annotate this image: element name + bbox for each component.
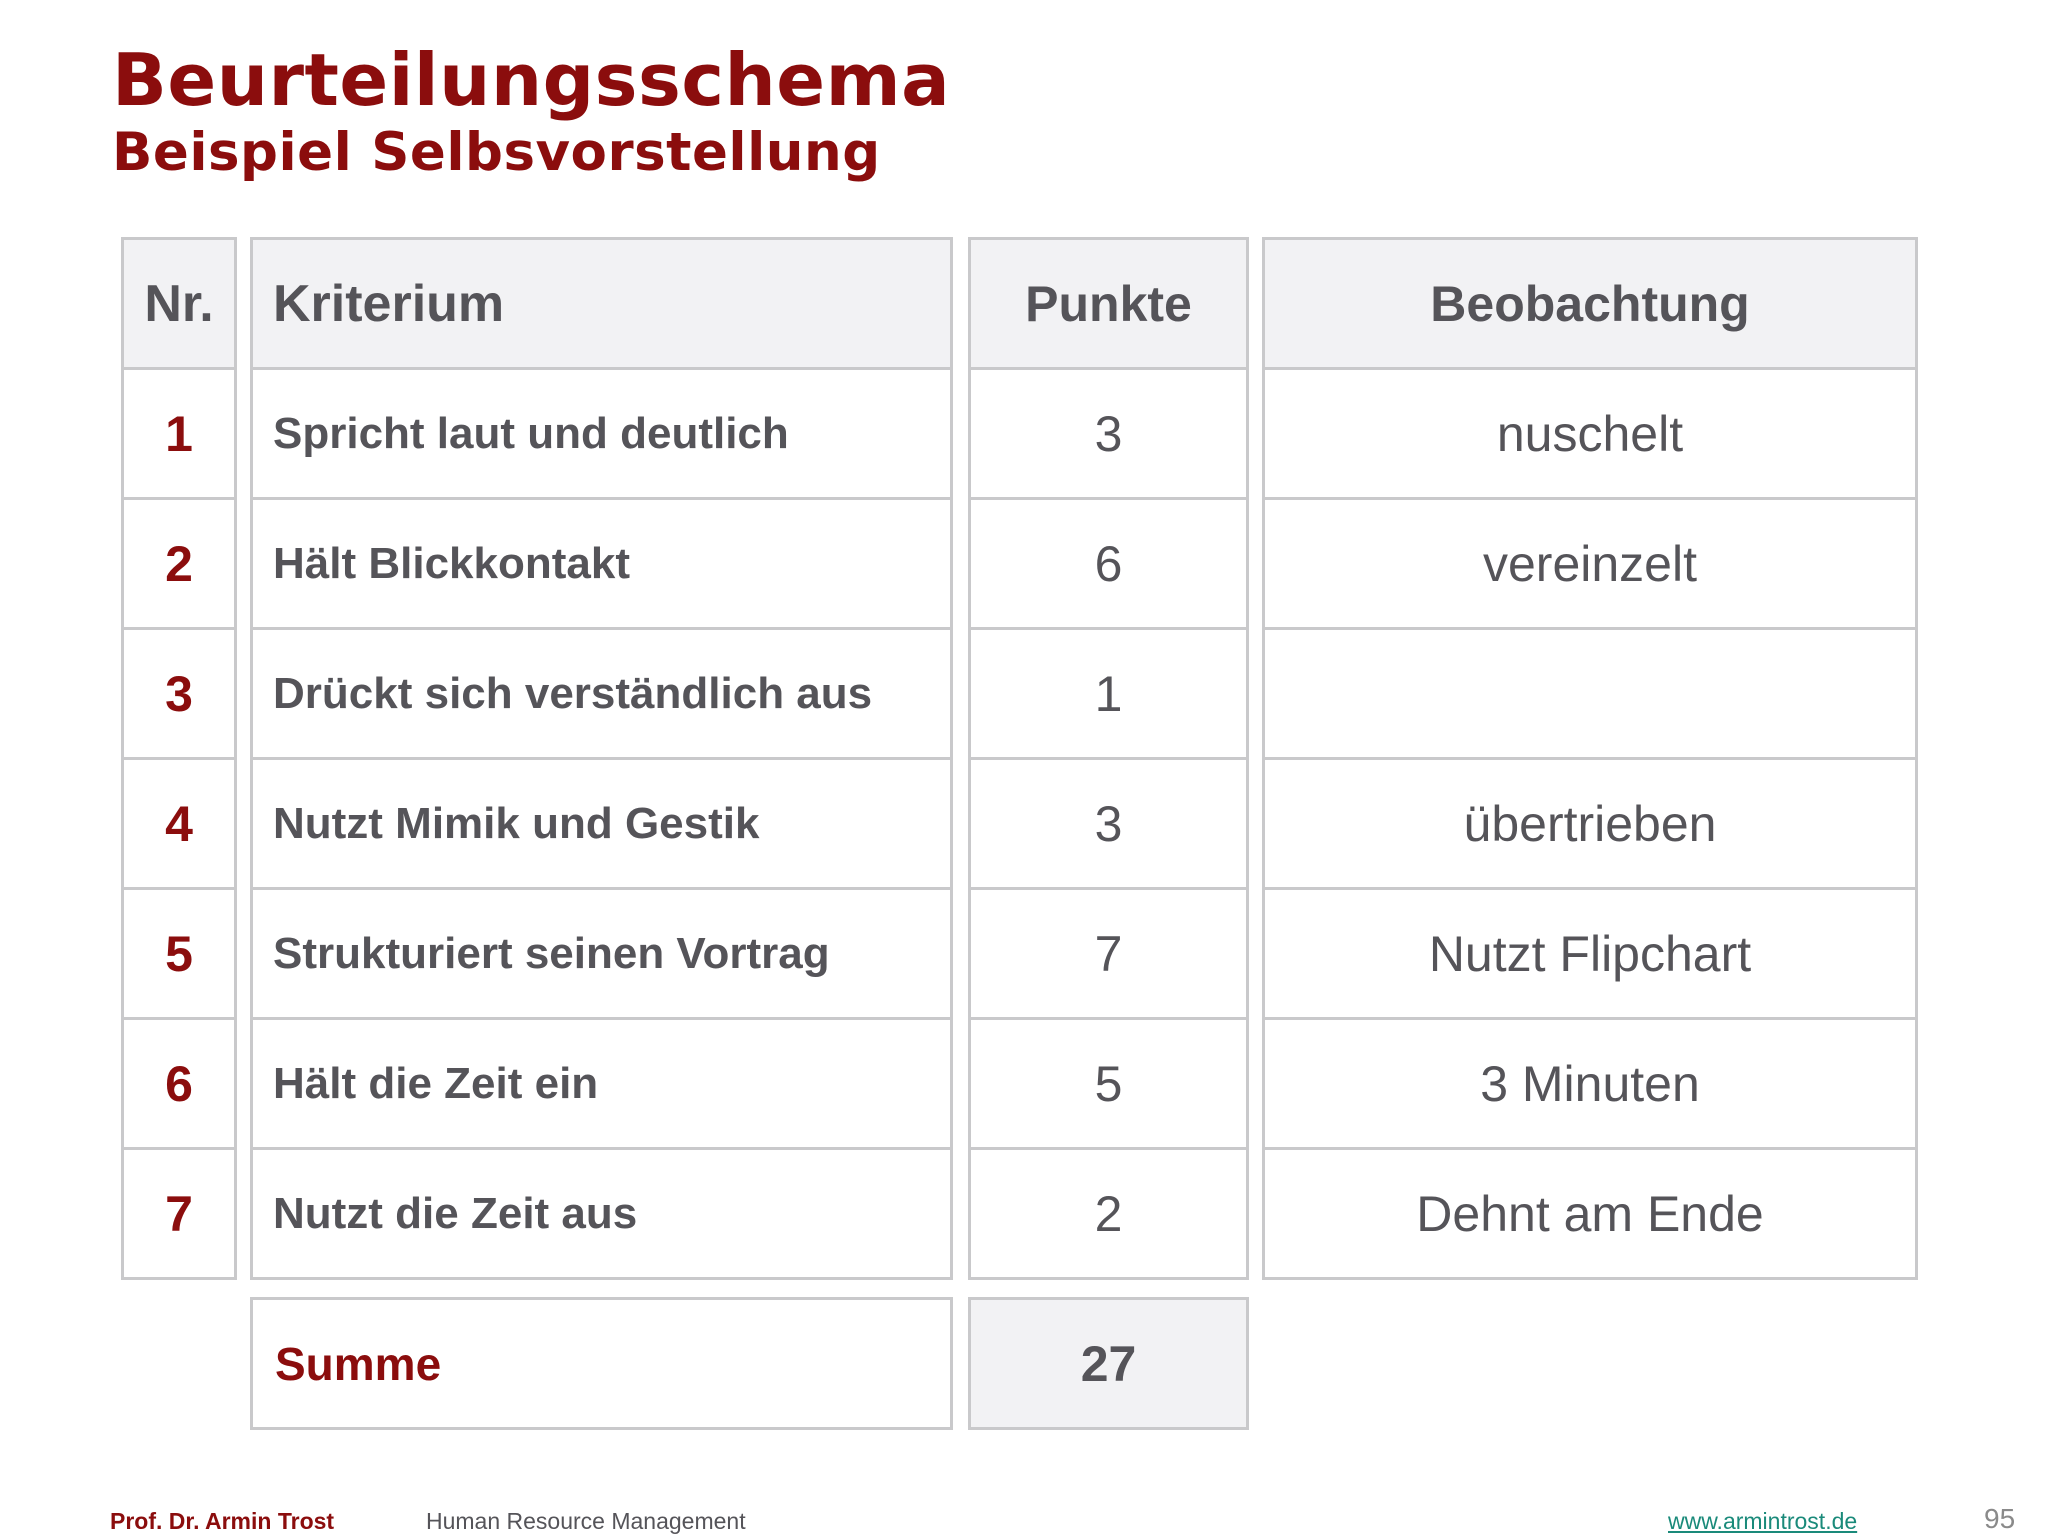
row-punkte: 7 xyxy=(971,890,1246,1017)
row-beobachtung: übertrieben xyxy=(1265,760,1915,887)
row-kriterium: Drückt sich verständlich aus xyxy=(253,630,950,757)
row-punkte: 2 xyxy=(971,1150,1246,1277)
sum-value: 27 xyxy=(968,1297,1249,1430)
row-nr: 7 xyxy=(124,1150,234,1277)
row-kriterium: Hält die Zeit ein xyxy=(253,1020,950,1147)
row-nr: 1 xyxy=(124,370,234,497)
footer-author: Prof. Dr. Armin Trost xyxy=(110,1508,335,1534)
row-nr: 5 xyxy=(124,890,234,1017)
row-kriterium: Nutzt die Zeit aus xyxy=(253,1150,950,1277)
header-kriterium: Kriterium xyxy=(253,240,950,367)
row-beobachtung: Dehnt am Ende xyxy=(1265,1150,1915,1277)
page-number: 95 xyxy=(1984,1503,2016,1534)
row-punkte: 5 xyxy=(971,1020,1246,1147)
header-punkte: Punkte xyxy=(971,240,1246,367)
footer-course: Human Resource Management xyxy=(426,1508,746,1534)
column-kriterium xyxy=(250,237,953,1280)
row-kriterium: Nutzt Mimik und Gestik xyxy=(253,760,950,887)
row-nr: 4 xyxy=(124,760,234,887)
row-beobachtung: nuschelt xyxy=(1265,370,1915,497)
page-title: Beurteilungsschema xyxy=(112,38,951,122)
header-nr: Nr. xyxy=(124,240,234,367)
row-nr: 2 xyxy=(124,500,234,627)
row-beobachtung: vereinzelt xyxy=(1265,500,1915,627)
column-nr xyxy=(121,237,237,1280)
row-punkte: 1 xyxy=(971,630,1246,757)
footer-website-link[interactable]: www.armintrost.de xyxy=(1668,1508,1858,1534)
row-nr: 6 xyxy=(124,1020,234,1147)
row-beobachtung xyxy=(1265,630,1915,757)
row-nr: 3 xyxy=(124,630,234,757)
row-punkte: 3 xyxy=(971,370,1246,497)
sum-label: Summe xyxy=(250,1297,953,1430)
row-punkte: 6 xyxy=(971,500,1246,627)
row-kriterium: Strukturiert seinen Vortrag xyxy=(253,890,950,1017)
row-beobachtung: 3 Minuten xyxy=(1265,1020,1915,1147)
column-punkte xyxy=(968,237,1249,1280)
header-beobachtung: Beobachtung xyxy=(1265,240,1915,367)
page-subtitle: Beispiel Selbsvorstellung xyxy=(112,122,881,183)
row-punkte: 3 xyxy=(971,760,1246,887)
column-beobachtung xyxy=(1262,237,1918,1280)
row-kriterium: Spricht laut und deutlich xyxy=(253,370,950,497)
row-kriterium: Hält Blickkontakt xyxy=(253,500,950,627)
row-beobachtung: Nutzt Flipchart xyxy=(1265,890,1915,1017)
